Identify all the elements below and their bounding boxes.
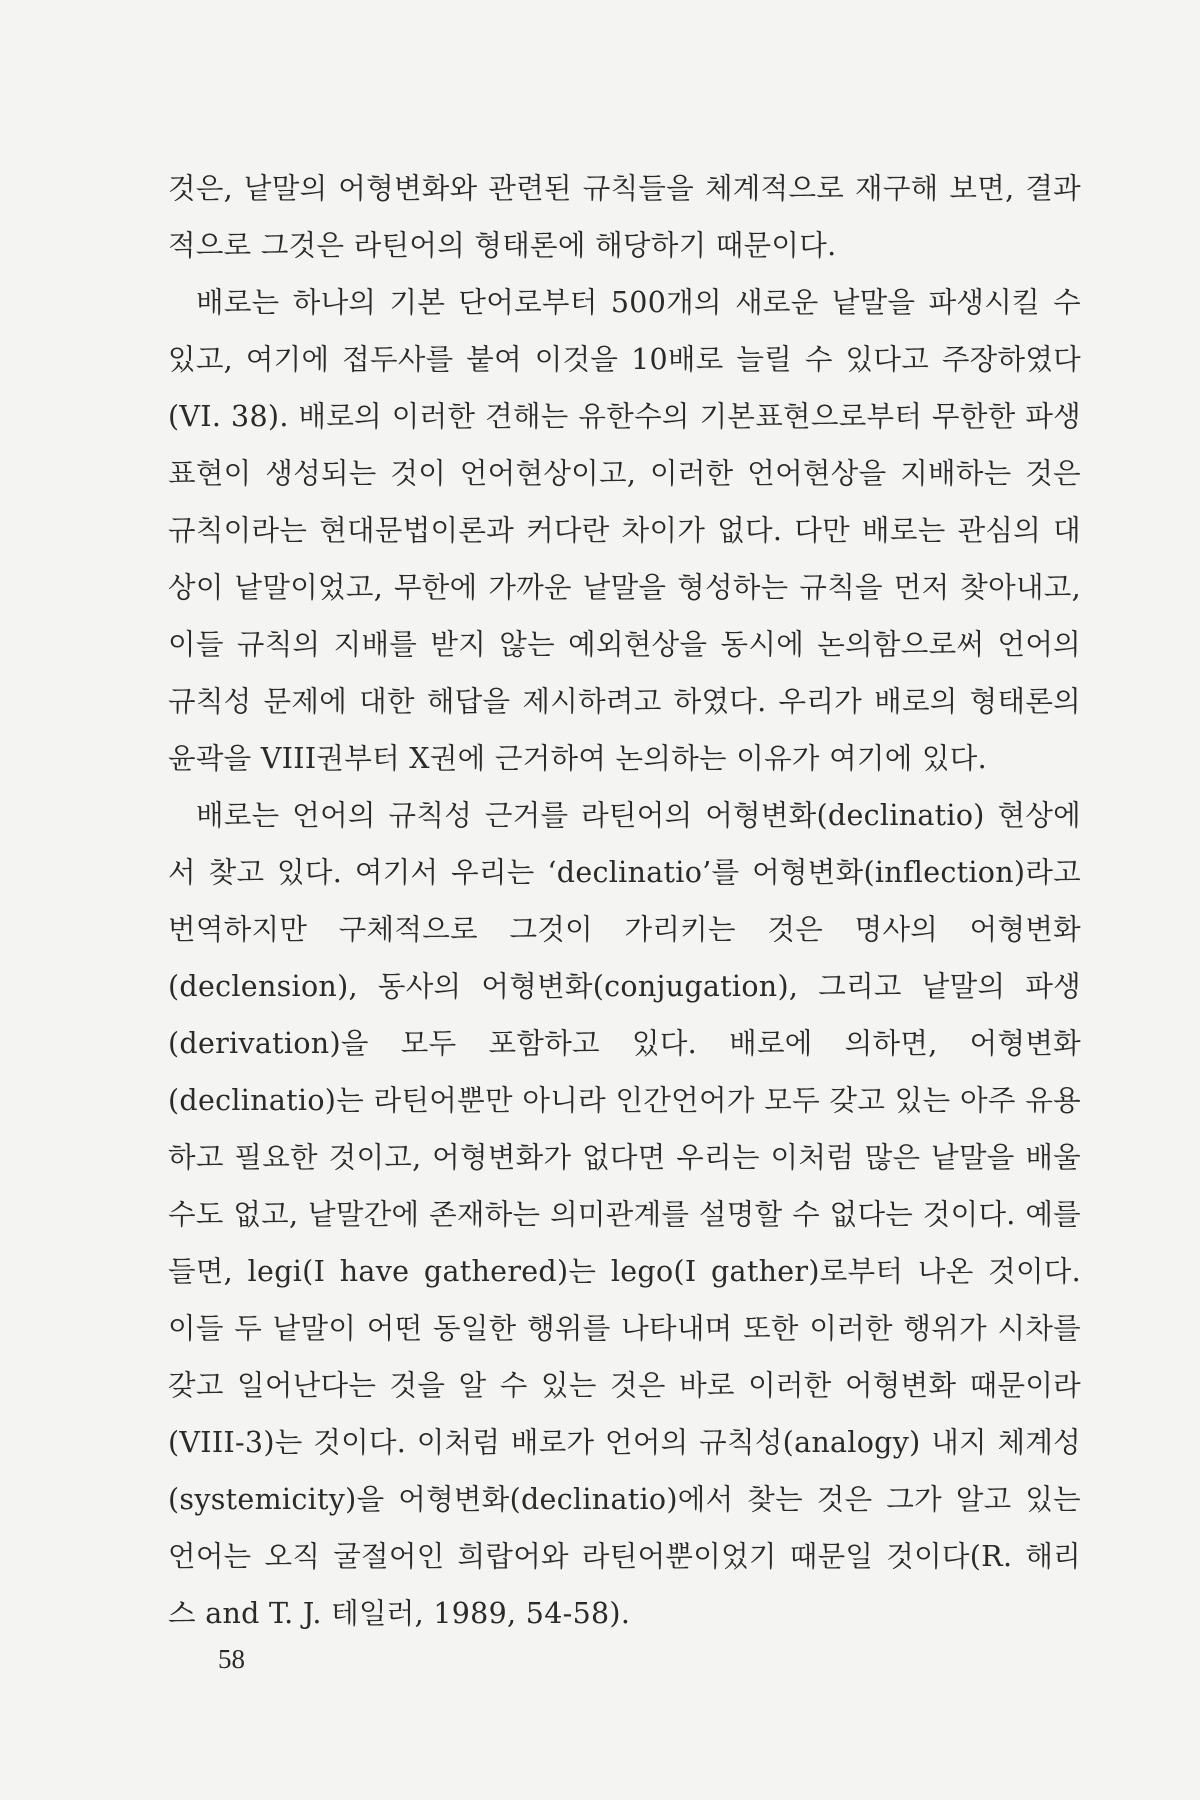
paragraph-varro-word-formation: 배로는 하나의 기본 단어로부터 500개의 새로운 낱말을 파생시킬 수 있고, 여기에 접두사를 붙여 이것을 10배로 늘릴 수 있다고 주장하였다 (VI. 38). 배로의 이러한 견해는 유한수의 기본표현으로부터 무한한 파생표현이 생성되는 것이 언어현상이고, 이러한 언어현상을 지배하는 것은 규칙이라는 현대문법이론과 커다란 차이가 없다. 다만 배로는 관심의 대상이 낱말이었고, 무한에 가까운 낱말을 형성하는 규칙을 먼저 찾아내고, 이들 규칙의 지배를 받지 않는 예외현상을 동시에 논의함으로써 언어의 규칙성 문제에 대한 해답을 제시하려고 하였다. 우리가 배로의 형태론의 윤곽을 VIII권부터 X권에 근거하여 논의하는 이유가 여기에 있다.	[168, 286, 1081, 775]
paragraph-continuation: 것은, 낱말의 어형변화와 관련된 규칙들을 체계적으로 재구해 보면, 결과적으로 그것은 라틴어의 형태론에 해당하기 때문이다.	[168, 172, 1081, 262]
body-text	[168, 160, 1081, 1642]
paragraph-declinatio: 배로는 언어의 규칙성 근거를 라틴어의 어형변화(declinatio) 현상에서 찾고 있다. 여기서 우리는 ‘declinatio’를 어형변화(inflection)라고 번역하지만 구체적으로 그것이 가리키는 것은 명사의 어형변화(declension), 동사의 어형변화(conjugation), 그리고 낱말의 파생(derivation)을 모두 포함하고 있다. 배로에 의하면, 어형변화(declinatio)는 라틴어뿐만 아니라 인간언어가 모두 갖고 있는 아주 유용하고 필요한 것이고, 어형변화가 없다면 우리는 이처럼 많은 낱말을 배울 수도 없고, 낱말간에 존재하는 의미관계를 설명할 수 없다는 것이다. 예를 들면, legi(I have gathered)는 lego(I gather)로부터 나온 것이다. 이들 두 낱말이 어떤 동일한 행위를 나타내며 또한 이러한 행위가 시차를 갖고 일어난다는 것을 알 수 있는 것은 바로 이러한 어형변화 때문이라(VIII-3)는 것이다. 이처럼 배로가 언어의 규칙성(analogy) 내지 체계성(systemicity)을 어형변화(declinatio)에서 찾는 것은 그가 알고 있는 언어는 오직 굴절어인 희랍어와 라틴어뿐이었기 때문일 것이다(R. 해리스 and T. J. 테일러, 1989, 54-58).	[168, 799, 1081, 1630]
page-number: 58	[218, 1644, 245, 1674]
